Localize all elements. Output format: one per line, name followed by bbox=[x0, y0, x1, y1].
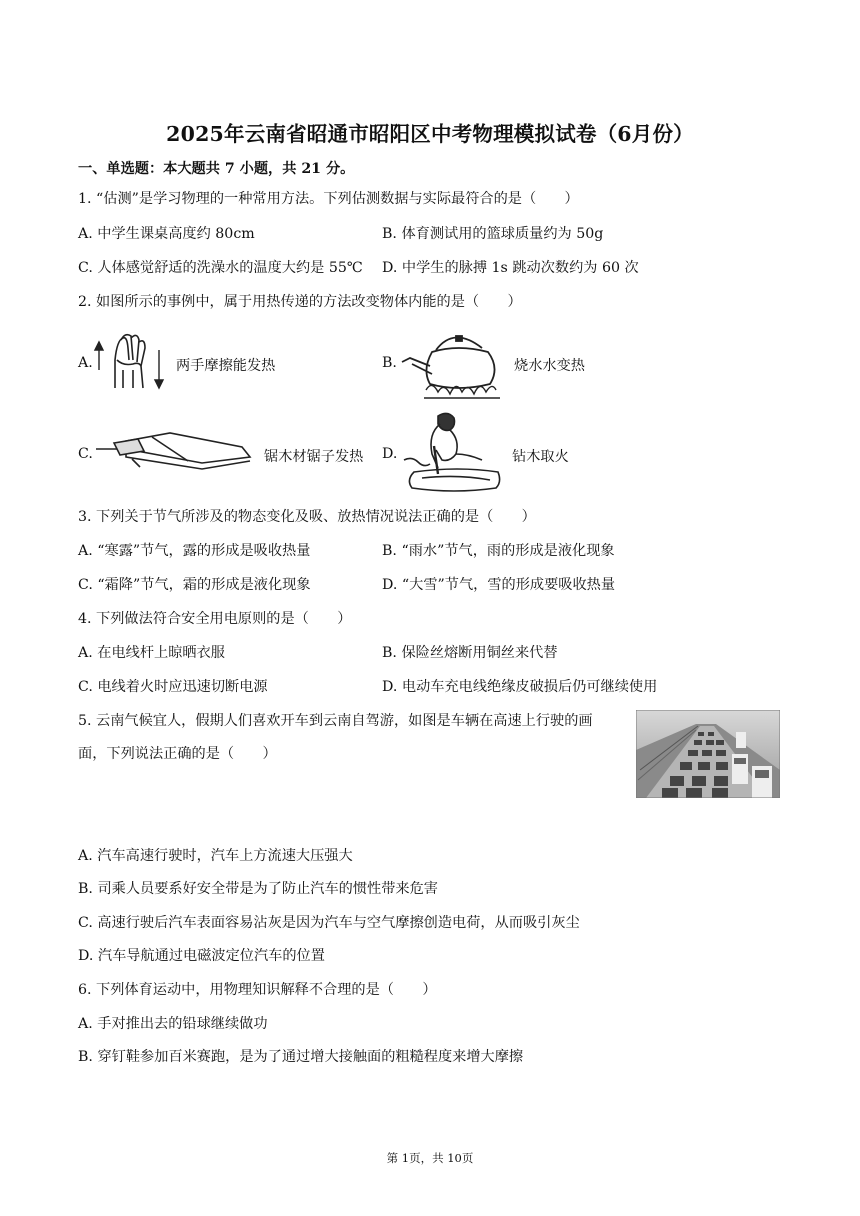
highway-traffic-photo bbox=[636, 710, 780, 798]
page-title: 2025年云南省昭通市昭阳区中考物理模拟试卷（6月份） bbox=[166, 122, 694, 146]
q1-option-a: A. 中学生课桌高度约 80cm bbox=[78, 226, 255, 242]
q5-option-d: D. 汽车导航通过电磁波定位汽车的位置 bbox=[78, 948, 325, 964]
q5-option-b: B. 司乘人员要系好安全带是为了防止汽车的惯性带来危害 bbox=[78, 881, 438, 897]
question-3-stem: 3. 下列关于节气所涉及的物态变化及吸、放热情况说法正确的是（ ） bbox=[78, 509, 536, 525]
kettle-on-fire-figure bbox=[396, 328, 512, 402]
q2-option-a-caption: 两手摩擦能发热 bbox=[176, 358, 276, 374]
q4-option-b: B. 保险丝熔断用铜丝来代替 bbox=[382, 645, 558, 661]
question-1-stem: 1. “估测”是学习物理的一种常用方法。下列估测数据与实际最符合的是（ ） bbox=[78, 191, 579, 207]
q3-option-c: C. “霜降”节气，霜的形成是液化现象 bbox=[78, 577, 311, 593]
q2-option-c-caption: 锯木材锯子发热 bbox=[264, 449, 364, 465]
question-5-stem-line-1: 5. 云南气候宜人，假期人们喜欢开车到云南自驾游，如图是车辆在高速上行驶的画 bbox=[78, 713, 593, 729]
q1-option-d: D. 中学生的脉搏 1s 跳动次数约为 60 次 bbox=[382, 260, 639, 276]
q2-option-b-letter: B. bbox=[382, 355, 397, 371]
page-footer: 第 1页，共 10页 bbox=[386, 1151, 474, 1165]
q5-option-c: C. 高速行驶后汽车表面容易沾灰是因为汽车与空气摩擦创造电荷，从而吸引灰尘 bbox=[78, 915, 580, 931]
q2-option-d-letter: D. bbox=[382, 446, 398, 462]
q1-option-c: C. 人体感觉舒适的洗澡水的温度大约是 55℃ bbox=[78, 260, 363, 276]
q3-option-d: D. “大雪”节气，雪的形成要吸收热量 bbox=[382, 577, 616, 593]
q3-option-a: A. “寒露”节气，露的形成是吸收热量 bbox=[78, 543, 311, 559]
question-4-stem: 4. 下列做法符合安全用电原则的是（ ） bbox=[78, 611, 352, 627]
q2-option-a-letter: A. bbox=[78, 355, 93, 371]
q1-option-b: B. 体育测试用的篮球质量约为 50g bbox=[382, 226, 604, 242]
sawing-wood-figure bbox=[92, 427, 254, 471]
rubbing-hands-figure bbox=[93, 330, 165, 392]
question-6-stem: 6. 下列体育运动中，用物理知识解释不合理的是（ ） bbox=[78, 982, 437, 998]
q6-option-b: B. 穿钉鞋参加百米赛跑，是为了通过增大接触面的粗糙程度来增大摩擦 bbox=[78, 1049, 524, 1065]
question-5-stem-line-2: 面，下列说法正确的是（ ） bbox=[78, 746, 277, 762]
q3-option-b: B. “雨水”节气，雨的形成是液化现象 bbox=[382, 543, 615, 559]
q6-option-a: A. 手对推出去的铅球继续做功 bbox=[78, 1016, 268, 1032]
q4-option-c: C. 电线着火时应迅速切断电源 bbox=[78, 679, 268, 695]
q2-option-d-caption: 钻木取火 bbox=[512, 449, 569, 465]
drilling-wood-fire-figure bbox=[398, 410, 502, 496]
q2-option-c-letter: C. bbox=[78, 446, 93, 462]
q5-option-a: A. 汽车高速行驶时，汽车上方流速大压强大 bbox=[78, 848, 353, 864]
q4-option-a: A. 在电线杆上晾晒衣服 bbox=[78, 645, 225, 661]
q2-option-b-caption: 烧水水变热 bbox=[514, 358, 585, 374]
question-2-stem: 2. 如图所示的事例中，属于用热传递的方法改变物体内能的是（ ） bbox=[78, 294, 522, 310]
section-heading: 一、单选题：本大题共 7 小题，共 21 分。 bbox=[78, 161, 355, 177]
q4-option-d: D. 电动车充电线绝缘皮破损后仍可继续使用 bbox=[382, 679, 658, 695]
